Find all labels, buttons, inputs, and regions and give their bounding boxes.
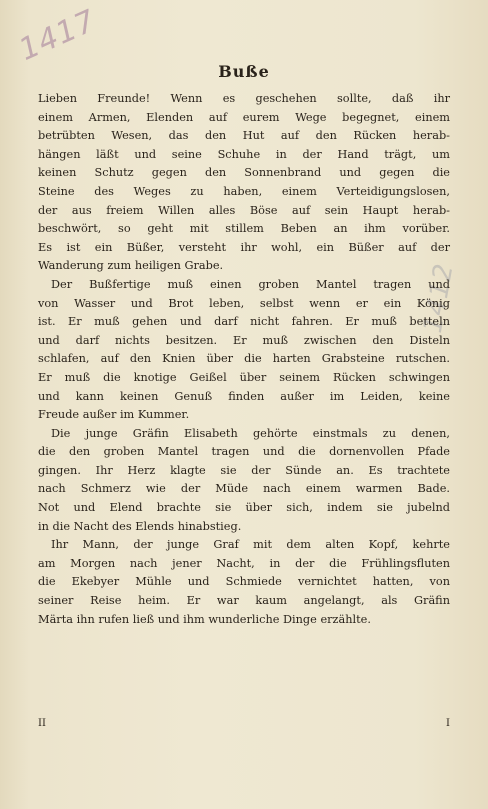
text-line: und darf nichts besitzen. Er muß zwischen den Disteln: [38, 333, 450, 347]
body-text: [38, 90, 450, 629]
text-line: Ihr Mann, der junge Graf mit dem alten Kopf, kehrte: [51, 538, 450, 552]
text-line: schlafen, auf den Knien über die harten Grabsteine rutschen.: [38, 352, 450, 366]
text-line: Wanderung zum heiligen Grabe.: [38, 259, 224, 273]
text-line: gingen. Ihr Herz klagte sie der Sünde an. Es trachtete: [38, 463, 450, 477]
text-line: Lieben Freunde! Wenn es geschehen sollte, daß ihr: [38, 92, 450, 105]
text-line: am Morgen nach jener Nacht, in der die Frühlingsfluten: [38, 556, 450, 570]
text-line: ist. Er muß gehen und darf nicht fahren. Er muß betteln: [38, 315, 450, 329]
page-number: I: [446, 718, 450, 729]
text-line: Es ist ein Büßer, versteht ihr wohl, ein Büßer auf der: [38, 240, 450, 254]
text-line: und kann keinen Genuß finden außer im Leiden, keine: [38, 389, 450, 403]
text-line: in die Nacht des Elends hinabstieg.: [38, 519, 242, 533]
text-line: hängen läßt und seine Schuhe in der Hand trägt, um: [38, 147, 450, 161]
paragraph: [38, 90, 450, 276]
text-line: von Wasser und Brot leben, selbst wenn er ein König: [38, 296, 450, 310]
text-line: Not und Elend brachte sie über sich, indem sie jubelnd: [38, 501, 450, 515]
paragraph: [38, 536, 450, 629]
text-line: keinen Schutz gegen den Sonnenbrand und gegen die: [38, 166, 450, 180]
text-line: die den groben Mantel tragen und die dornenvollen Pfade: [38, 445, 450, 459]
text-line: seiner Reise heim. Er war kaum angelangt, als Gräfin: [38, 594, 450, 608]
page-footer: [38, 718, 450, 729]
text-line: der aus freiem Willen alles Böse auf sein Haupt herab-: [38, 203, 450, 217]
paragraph: [38, 276, 450, 425]
text-line: Er muß die knotige Geißel über seinem Rücken schwingen: [38, 370, 450, 384]
text-line: Freude außer im Kummer.: [38, 408, 190, 422]
text-line: beschwört, so geht mit stillem Beben an ihm vorüber.: [38, 222, 450, 236]
paragraph: [38, 425, 450, 537]
text-line: nach Schmerz wie der Müde nach einem warmen Bade.: [38, 482, 450, 496]
text-line: Der Bußfertige muß einen groben Mantel tragen und: [51, 277, 450, 291]
text-line: betrübten Wesen, das den Hut auf den Rücken herab-: [38, 129, 450, 143]
text-line: Die junge Gräfin Elisabeth gehörte einstmals zu denen,: [51, 426, 450, 440]
text-line: Märta ihn rufen ließ und ihm wunderliche Dinge erzählte.: [38, 612, 371, 626]
pencil-annotation-margin: 1412: [418, 260, 460, 336]
text-line: Steine des Weges zu haben, einem Verteidigungslosen,: [38, 184, 450, 198]
signature-mark: II: [38, 718, 46, 729]
chapter-title: Buße: [218, 62, 270, 81]
text-line: einem Armen, Elenden auf eurem Wege begegnet, einem: [38, 110, 450, 124]
text-line: die Ekebyer Mühle und Schmiede vernichtet hatten, von: [38, 575, 450, 589]
pencil-annotation-top: 1417: [14, 3, 102, 68]
